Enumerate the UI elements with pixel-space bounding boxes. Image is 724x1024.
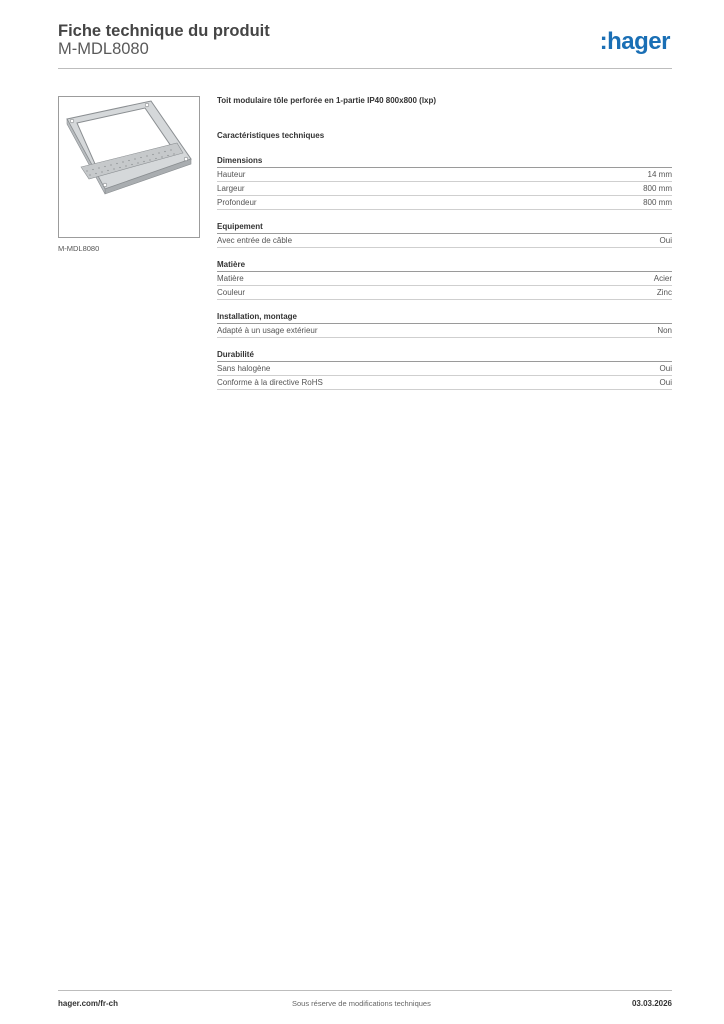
- group-title: Installation, montage: [217, 312, 672, 324]
- spec-row: [217, 324, 672, 338]
- group-title: Durabilité: [217, 350, 672, 362]
- page-title: Fiche technique du produit: [58, 22, 270, 40]
- spec-group-equipement: [217, 222, 672, 248]
- spec-value: Non: [657, 326, 672, 335]
- spec-label: Hauteur: [217, 170, 246, 179]
- spec-row: [217, 168, 672, 182]
- spec-label: Profondeur: [217, 198, 257, 207]
- image-caption: M-MDL8080: [58, 244, 100, 253]
- group-title: Equipement: [217, 222, 672, 234]
- spec-value: Oui: [659, 236, 672, 245]
- spec-row: [217, 272, 672, 286]
- spec-label: Largeur: [217, 184, 245, 193]
- spec-value: 800 mm: [643, 198, 672, 207]
- spec-label: Matière: [217, 274, 244, 283]
- group-title: Dimensions: [217, 156, 672, 168]
- header-divider: [58, 68, 672, 69]
- spec-group-installation: [217, 312, 672, 338]
- spec-group-dimensions: [217, 156, 672, 210]
- product-description: Toit modulaire tôle perforée en 1-partie IP40 800x800 (lxp): [217, 96, 437, 105]
- spec-row: [217, 362, 672, 376]
- page-header: [58, 20, 672, 70]
- product-image: [58, 96, 200, 238]
- perforated-roof-panel-icon: [59, 97, 199, 237]
- spec-row: [217, 234, 672, 248]
- spec-row: [217, 286, 672, 300]
- product-reference: M-MDL8080: [58, 40, 149, 58]
- spec-value: Zinc: [656, 288, 672, 297]
- spec-row: [217, 196, 672, 210]
- spec-label: Couleur: [217, 288, 246, 297]
- spec-value: 800 mm: [643, 184, 672, 193]
- spec-value: Acier: [653, 274, 672, 283]
- spec-label: Avec entrée de câble: [217, 236, 293, 245]
- footer-date: 03.03.2026: [631, 999, 672, 1008]
- footer-disclaimer: Sous réserve de modifications techniques: [292, 999, 431, 1008]
- group-title: Matière: [217, 260, 672, 272]
- spec-row: [217, 376, 672, 390]
- spec-label: Conforme à la directive RoHS: [217, 378, 323, 387]
- hager-logo: :hager: [599, 28, 670, 55]
- footer-website-link[interactable]: hager.com/fr-ch: [58, 999, 119, 1008]
- spec-value: Oui: [659, 378, 672, 387]
- spec-label: Sans halogène: [217, 364, 271, 373]
- technical-specs-heading: Caractéristiques techniques: [217, 131, 325, 140]
- spec-label: Adapté à un usage extérieur: [217, 326, 318, 335]
- spec-value: Oui: [659, 364, 672, 373]
- spec-row: [217, 182, 672, 196]
- spec-value: 14 mm: [647, 170, 672, 179]
- spec-group-matiere: [217, 260, 672, 300]
- footer-divider: [58, 990, 672, 991]
- spec-group-durabilite: [217, 350, 672, 390]
- spec-content: [217, 96, 672, 402]
